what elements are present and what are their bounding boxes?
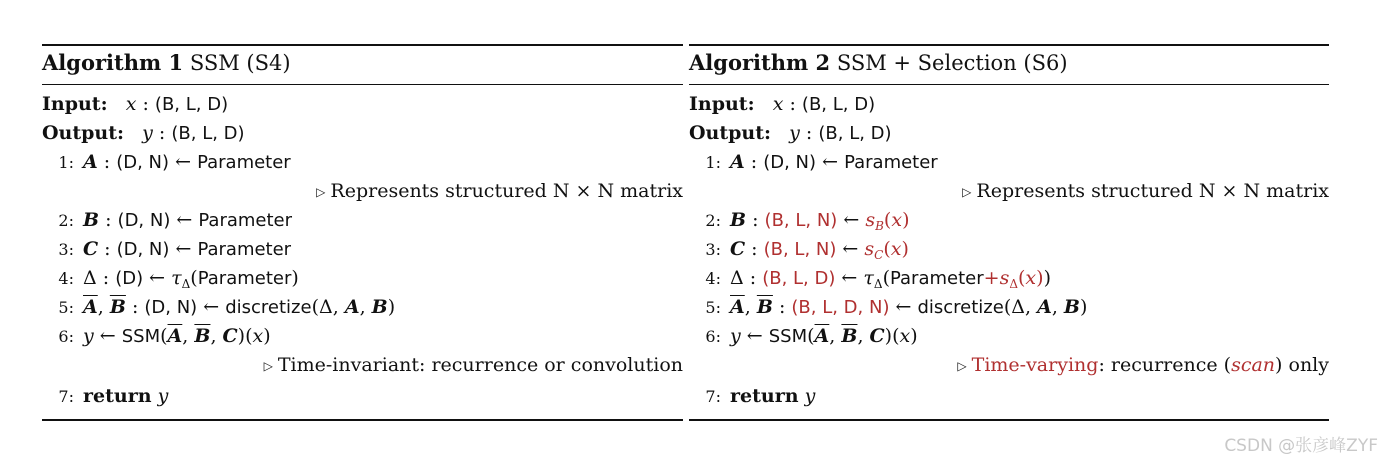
algorithm-1-box [42,44,683,422]
output-line: Output: y : (B, L, D) [42,119,683,148]
line-number: 5: [58,298,74,317]
line-number: 3: [58,240,74,259]
input-label: Input: [42,93,108,115]
line-number: 7: [705,387,721,406]
triangle-icon: ▷ [957,359,967,373]
line-number: 7: [58,387,74,406]
step-4: 4: Δ : (D) ← $\tau_\Delta(Parameter)$ [42,264,683,293]
comment-text: : recurrence ( [1098,354,1232,376]
triangle-icon: ▷ [316,185,326,199]
step-4: 4: Δ : (B, L, D) ← $\tau_\Delta(Parameter+s_\Delta(x))$ [689,264,1329,293]
algorithm-1-title [42,50,291,75]
title-rule [42,84,683,85]
input-line: Input: x : (B, L, D) [689,90,1329,119]
line-number: 2: [705,211,721,230]
step-2: 2: B : (B, L, N) ← $s_B(x)$ [689,206,1329,235]
algorithm-name: SSM + Selection (S6) [836,51,1068,75]
triangle-icon: ▷ [263,359,273,373]
step-1: 1: A : (D, N) ← Parameter [689,148,1329,177]
step-7: 7: return y [689,382,1329,411]
line-number: 6: [58,327,74,346]
input-line: Input: x : (B, L, D) [42,90,683,119]
step-3: 3: C : (B, L, N) ← $s_C(x)$ [689,235,1329,264]
step-6: 6: y ← $SSM(\overline{A}$, $\overline{B}$, C)(x) [689,322,1329,351]
return-keyword: return [83,385,152,407]
comment-text: Time-invariant: recurrence or convolution [277,354,683,376]
algorithm-label: Algorithm 1 [42,50,184,75]
line-number: 1: [58,153,74,172]
algorithm-2-title [689,50,1068,75]
line-number: 4: [58,269,74,288]
comment-text-end: ) only [1275,354,1329,376]
comment-text: Represents structured N × N matrix [330,180,683,202]
line-number: 3: [705,240,721,259]
comment-text: Represents structured N × N matrix [976,180,1329,202]
step-3: 3: C : (D, N) ← Parameter [42,235,683,264]
line-number: 2: [58,211,74,230]
return-keyword: return [730,385,799,407]
output-line: Output: y : (B, L, D) [689,119,1329,148]
comment-highlight: Time-varying [971,354,1099,376]
line-number: 4: [705,269,721,288]
algorithm-label: Algorithm 2 [689,50,831,75]
input-label: Input: [689,93,755,115]
bottom-rule [689,419,1329,421]
comment-structured [689,177,1329,206]
top-rule [42,44,683,46]
step-1: 1: A : (D, N) ← Parameter [42,148,683,177]
step-2: 2: B : (D, N) ← Parameter [42,206,683,235]
comment-scan: scan [1231,354,1276,376]
step-5: 5: $\overline{A}$, $\overline{B}$ : (D, N) ← discretize(Δ, A, B) [42,293,683,322]
line-number: 1: [705,153,721,172]
algorithm-name: SSM (S4) [189,51,291,75]
output-label: Output: [689,122,772,144]
watermark: CSDN @张彦峰ZYF [1224,436,1378,456]
bottom-rule [42,419,683,421]
line-number: 5: [705,298,721,317]
step-7: 7: return y [42,382,683,411]
algorithm-2-box [689,44,1329,422]
step-5: 5: $\overline{A}$, $\overline{B}$ : (B, L, D, N) ← discretize(Δ, A, B) [689,293,1329,322]
top-rule [689,44,1329,46]
triangle-icon: ▷ [962,185,972,199]
line-number: 6: [705,327,721,346]
comment-structured [42,177,683,206]
output-label: Output: [42,122,125,144]
step-6: 6: y ← $SSM(\overline{A}$, $\overline{B}$, C)(x) [42,322,683,351]
comment-time-varying [689,351,1329,380]
title-rule [689,84,1329,85]
comment-time-invariant [42,351,683,380]
